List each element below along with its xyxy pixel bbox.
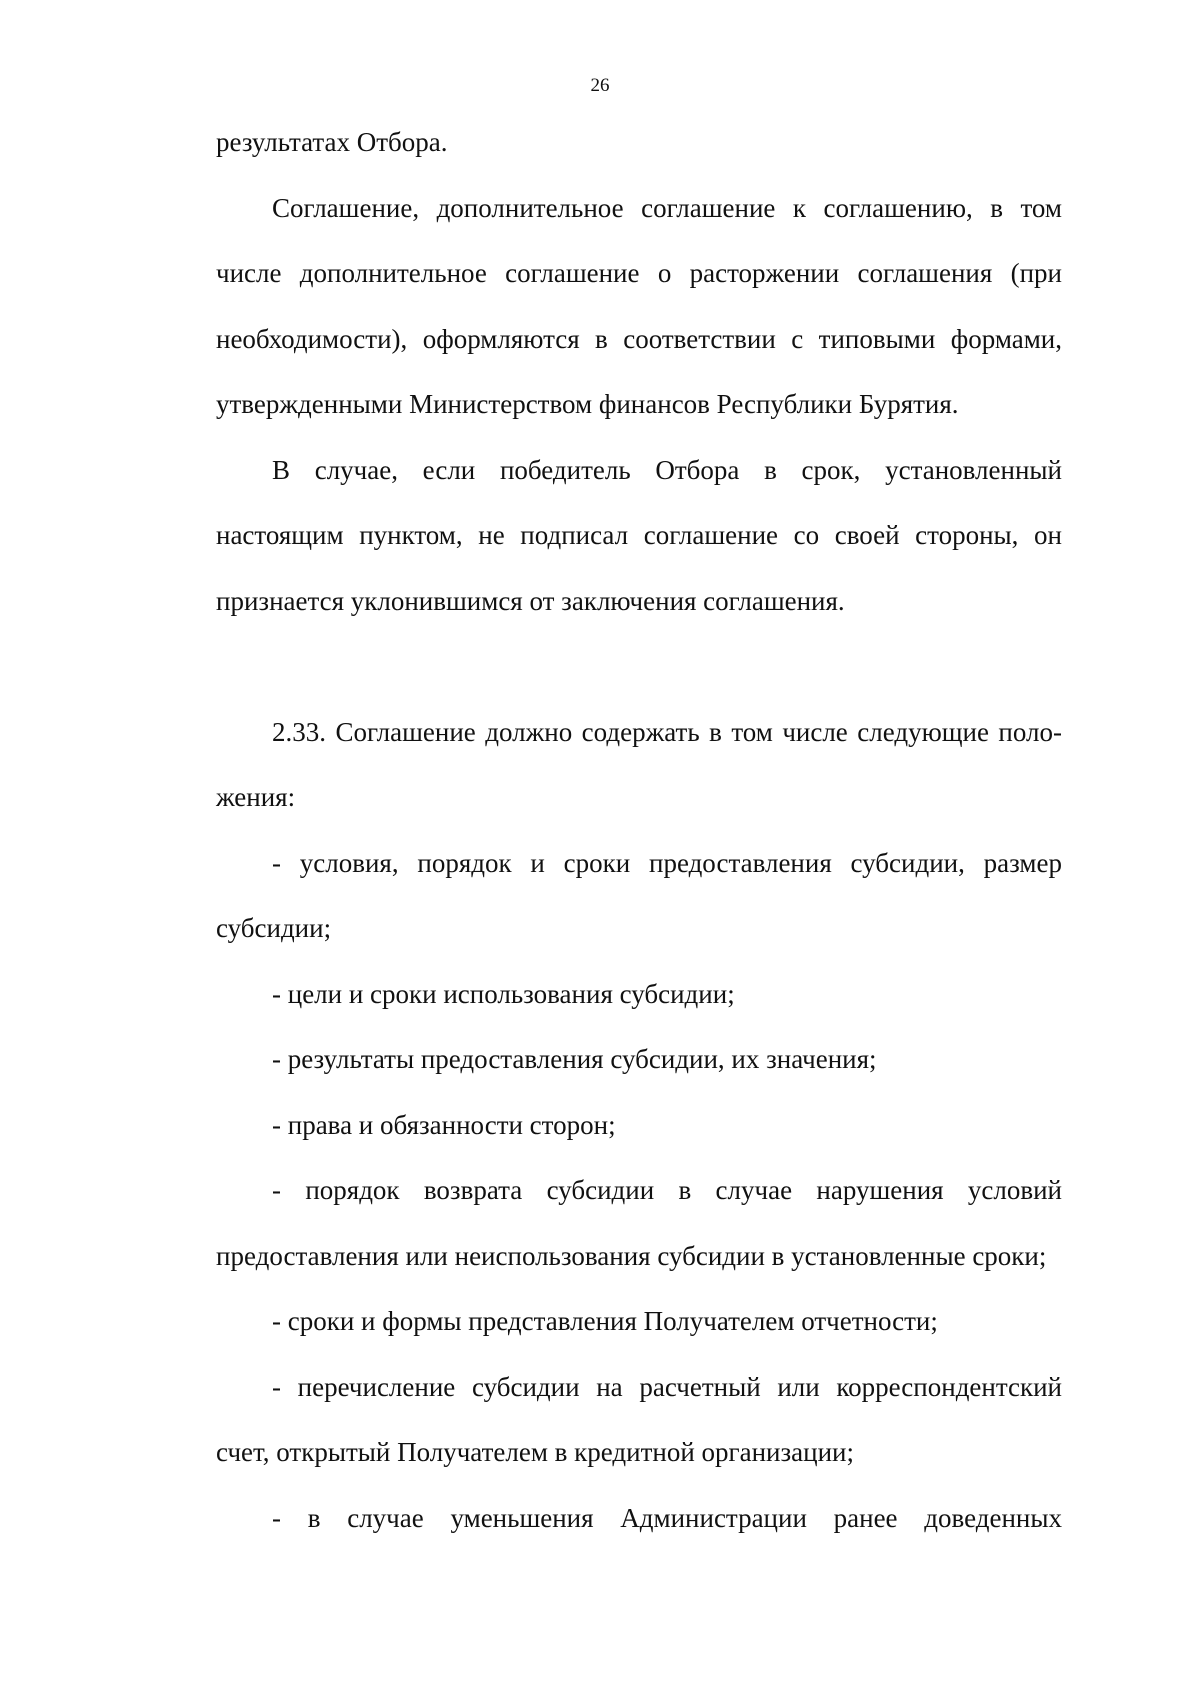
list-item-reporting: - сроки и формы представления Получателем отчетности; [272,1306,938,1336]
list-item-reduction: - в случае уменьшения Администрации ранее доведенных [272,1502,1062,1533]
paragraph-2-33-heading: 2.33. Соглашение должно содержать в том числе следующие поло-жения: [216,716,1062,812]
list-item-conditions: - условия, порядок и сроки предоставления субсидии, размер субсидии; [216,847,1062,943]
list-item-goals: - цели и сроки использования субсидии; [272,978,735,1009]
page-number: 26 [590,75,610,96]
list-item-results: - результаты предоставления субсидии, их значения; [272,1044,877,1074]
paragraph-continuation: результатах Отбора. [216,127,448,157]
paragraph-agreement-forms: Соглашение, дополнительное соглашение к соглашению, в том числе дополнительное соглашение о расторжении соглашения (при необходимости), оформляются в соответствии с типовыми формами, утвержденными Министерством финансов Республики Бурятия. [216,192,1062,419]
list-item-refund: - порядок возврата субсидии в случае нарушения условий предоставления или неиспользования субсидии в установленные сроки; [216,1175,1062,1271]
list-item-rights: - права и обязанности сторон; [272,1109,616,1140]
document-body [216,110,1062,1551]
paragraph-winner-evasion: В случае, если победитель Отбора в срок, установленный настоящим пунктом, не подписал соглашение со своей стороны, он признается уклонившимся от заключения соглашения. [216,454,1062,616]
list-item-transfer: - перечисление субсидии на расчетный или корреспондентский счет, открытый Получателем в кредитной организации; [216,1371,1062,1467]
